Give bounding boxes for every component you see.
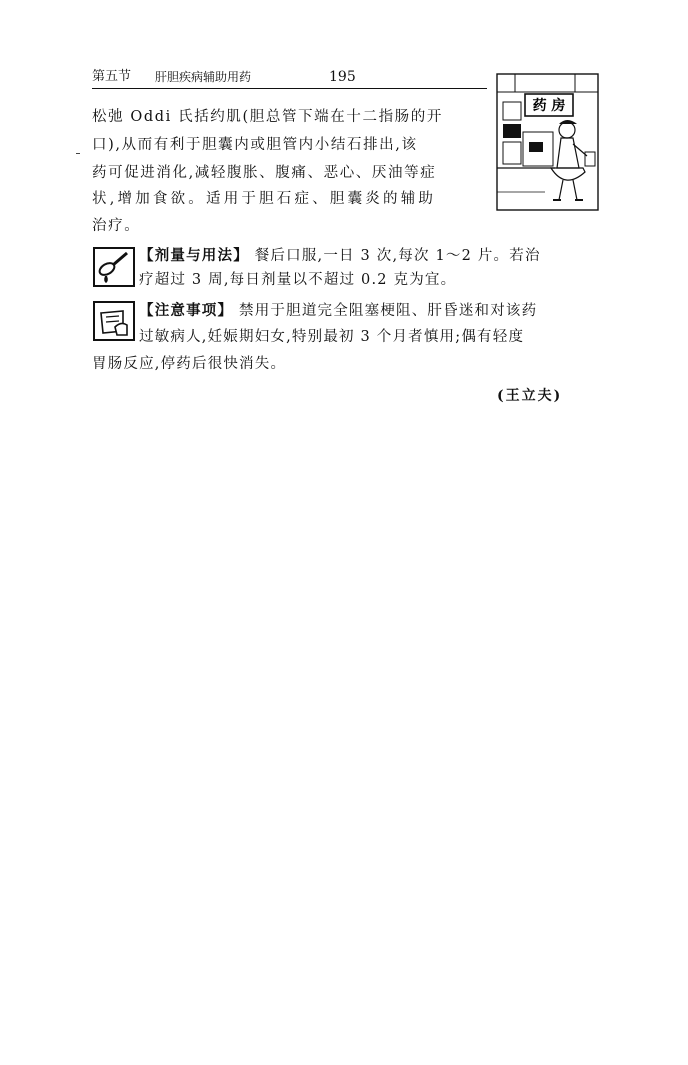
notes-line-3: 胃肠反应,停药后很快消失。 [92,356,287,372]
notes-text-1: 禁用于胆道完全阻塞梗阻、肝昏迷和对该药 [239,303,538,319]
dosage-line-2: 疗超过 3 周,每日剂量以不超过 0.2 克为宜。 [139,272,457,288]
dosage-heading: 【剂量与用法】 [139,247,249,264]
running-header [92,66,487,89]
spoon-icon [93,247,135,287]
margin-mark [76,153,80,154]
body-line-1: 松弛 Oddi 氏括约肌(胆总管下端在十二指肠的开 [92,109,443,125]
pharmacy-illustration [495,72,600,212]
body-line-3: 药可促进消化,减轻腹胀、腹痛、恶心、厌油等症 [92,165,437,181]
body-line-5: 治疗。 [92,218,141,234]
notes-line-1 [139,299,537,320]
dosage-text-1: 餐后口服,一日 3 次,每次 1～2 片。若治 [254,248,541,264]
header-section: 第五节 [92,69,132,84]
notes-heading: 【注意事项】 [139,302,234,319]
body-line-2: 口),从而有利于胆囊内或胆管内小结石排出,该 [92,137,418,153]
author-credit: (王立夫) [497,388,563,404]
notes-line-2: 过敏病人,妊娠期妇女,特别最初 3 个月者慎用;偶有轻度 [139,329,525,345]
note-hand-icon [93,301,135,341]
dosage-line-1 [139,244,541,265]
page-number: 195 [329,69,356,85]
pharmacy-sign-text: 药 房 [532,98,566,114]
header-chapter: 肝胆疾病辅助用药 [155,70,252,84]
body-line-4: 状,增加食欲。适用于胆石症、胆囊炎的辅助 [92,191,437,207]
